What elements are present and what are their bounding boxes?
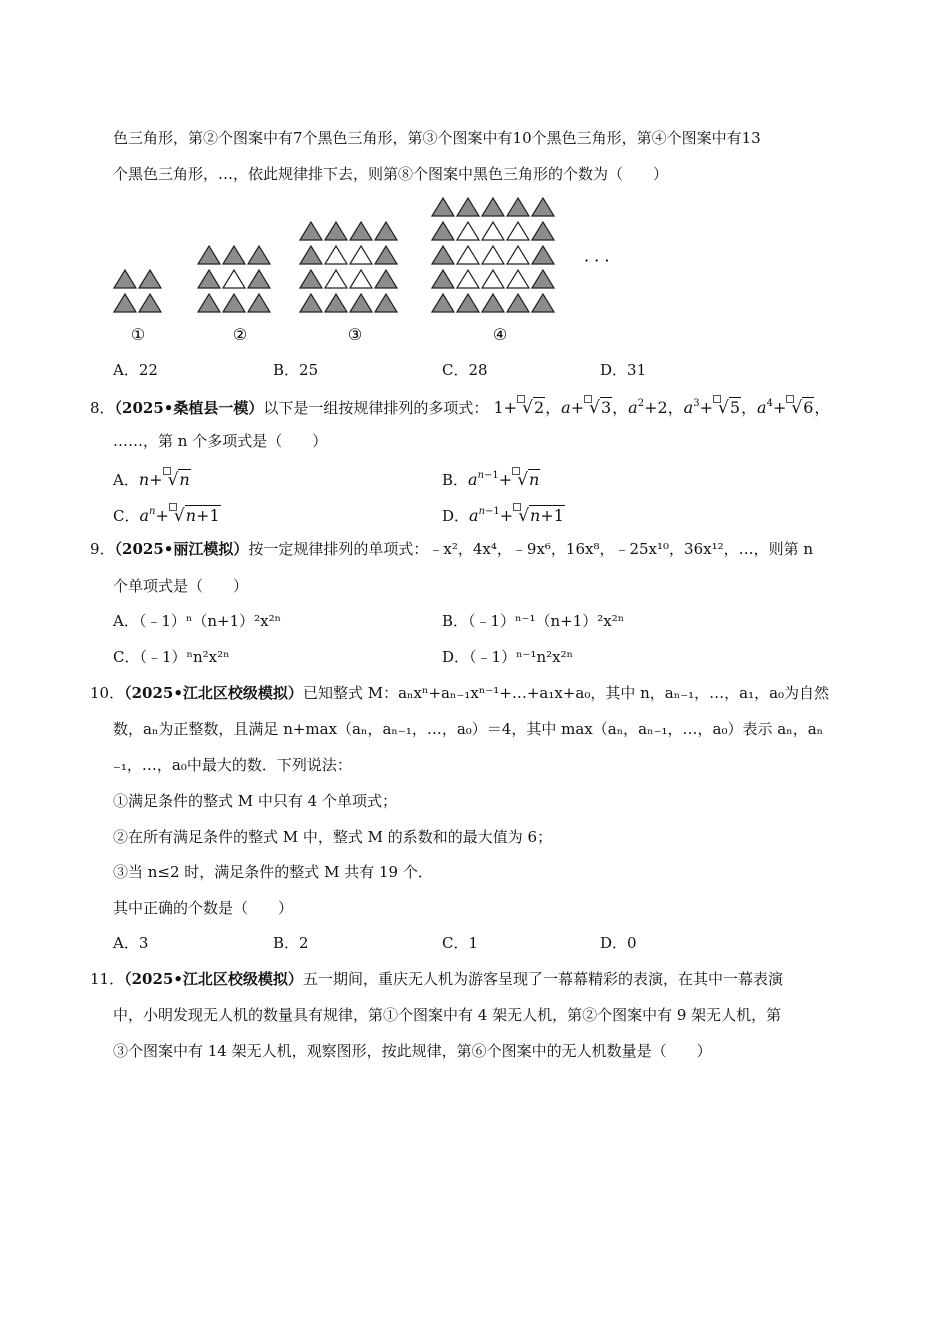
black-triangle	[198, 246, 220, 264]
white-triangle	[457, 222, 479, 240]
black-triangle	[532, 222, 554, 240]
white-triangle	[507, 246, 529, 264]
black-triangle	[223, 246, 245, 264]
black-triangle	[532, 198, 554, 216]
continuation-dots: · · ·	[584, 251, 610, 270]
black-triangle	[198, 294, 220, 312]
black-triangle	[350, 222, 372, 240]
black-triangle	[432, 270, 454, 288]
pattern-2	[198, 246, 270, 312]
black-triangle	[432, 294, 454, 312]
q10-option-c: C．1	[442, 934, 479, 952]
triangle-pattern-figure	[100, 190, 620, 350]
black-triangle	[375, 222, 397, 240]
white-triangle	[325, 270, 347, 288]
white-triangle	[482, 270, 504, 288]
black-triangle	[248, 270, 270, 288]
black-triangle	[198, 270, 220, 288]
q8-option-d: D．$a^{n-1}+ √n+1$	[442, 503, 565, 526]
black-triangle	[375, 294, 397, 312]
white-triangle	[457, 246, 479, 264]
q9-option-a: A．（﹣1）ⁿ（n+1）²x²ⁿ	[113, 612, 282, 630]
q10-line1: 10．（2025•江北区校级模拟）已知整式 M：aₙxⁿ+aₙ₋₁xⁿ⁻¹+…+a₁x+a₀，其中 n，aₙ₋₁，…，a₁，a₀为自然	[90, 684, 830, 702]
figure-label-1: ①	[130, 325, 146, 344]
q10-statement-1: ①满足条件的整式 M 中只有 4 个单项式；	[113, 792, 397, 810]
q10-option-b: B．2	[273, 934, 309, 952]
black-triangle	[248, 294, 270, 312]
black-triangle	[300, 294, 322, 312]
q7-option-a: A．22	[113, 361, 158, 379]
black-triangle	[375, 270, 397, 288]
q7-option-c: C．28	[442, 361, 488, 379]
black-triangle	[300, 246, 322, 264]
q9-option-c: C．（﹣1）ⁿn²x²ⁿ	[113, 648, 230, 666]
black-triangle	[300, 270, 322, 288]
black-triangle	[375, 246, 397, 264]
figure-label-3: ③	[347, 325, 363, 344]
white-triangle	[223, 270, 245, 288]
black-triangle	[432, 198, 454, 216]
white-triangle	[507, 222, 529, 240]
black-triangle	[114, 270, 136, 288]
black-triangle	[482, 294, 504, 312]
q10-statement-3: ③当 n≤2 时，满足条件的整式 M 共有 19 个．	[113, 863, 433, 881]
q10-ask: 其中正确的个数是（ ）	[113, 899, 294, 917]
black-triangle	[139, 270, 161, 288]
black-triangle	[248, 246, 270, 264]
q9-line1: 9．（2025•丽江模拟）按一定规律排列的单项式：﹣x²，4x⁴，﹣9x⁶，16x⁸，﹣25x¹⁰，36x¹²，…，则第 n	[90, 540, 814, 558]
q7-option-d: D．31	[600, 361, 647, 379]
black-triangle	[325, 294, 347, 312]
q11-line1: 11．（2025•江北区校级模拟）五一期间，重庆无人机为游客呈现了一幕幕精彩的表演，在其中一幕表演	[90, 970, 783, 988]
q7-line2: 个黑色三角形，…，依此规律排下去，则第⑧个图案中黑色三角形的个数为（ ）	[113, 165, 669, 183]
pattern-4	[432, 198, 554, 312]
q8-line1	[90, 395, 830, 418]
pattern-1	[114, 270, 161, 312]
black-triangle	[532, 270, 554, 288]
q10-option-d: D．0	[600, 934, 637, 952]
white-triangle	[482, 246, 504, 264]
q8-line2: ……，第 n 个多项式是（ ）	[113, 432, 328, 450]
white-triangle	[457, 270, 479, 288]
white-triangle	[350, 246, 372, 264]
black-triangle	[457, 294, 479, 312]
q8-number: 8．	[90, 399, 115, 417]
black-triangle	[114, 294, 136, 312]
q10-option-a: A．3	[113, 934, 149, 952]
q9-option-b: B．（﹣1）ⁿ⁻¹（n+1）²x²ⁿ	[442, 612, 625, 630]
black-triangle	[350, 294, 372, 312]
black-triangle	[223, 294, 245, 312]
q7-line1: 色三角形，第②个图案中有7个黑色三角形，第③个图案中有10个黑色三角形，第④个图案中有13	[113, 129, 761, 147]
q8-term-1: 1+ √2，a+ √3，$a^2+2$，$a^3+ √5$，$a^4+ √6$，	[488, 398, 830, 417]
figure-label-2: ②	[232, 325, 248, 344]
q9-line2: 个单项式是（ ）	[113, 577, 249, 595]
black-triangle	[457, 198, 479, 216]
black-triangle	[432, 222, 454, 240]
q8-option-b: B．$a^{n-1}+ √n$	[442, 467, 540, 490]
q10-line2: 数，aₙ为正整数，且满足 n+max（aₙ，aₙ₋₁，…，a₀）＝4，其中 max（aₙ，aₙ₋₁，…，a₀）表示 aₙ，aₙ	[113, 720, 824, 738]
q8-source: （2025•桑植县一模）	[114, 399, 264, 417]
black-triangle	[139, 294, 161, 312]
black-triangle	[325, 222, 347, 240]
black-triangle	[507, 198, 529, 216]
pattern-3	[300, 222, 397, 312]
q10-line3: ₋₁，…，a₀中最大的数．下列说法：	[113, 756, 352, 774]
figure-label-4: ④	[492, 325, 508, 344]
q11-line3: ③个图案中有 14 架无人机，观察图形，按此规律，第⑥个图案中的无人机数量是（ ）	[113, 1042, 712, 1060]
q8-text1: 以下是一组按规律排列的多项式：	[263, 399, 489, 417]
black-triangle	[432, 246, 454, 264]
black-triangle	[300, 222, 322, 240]
white-triangle	[325, 246, 347, 264]
q7-option-b: B．25	[273, 361, 319, 379]
white-triangle	[507, 270, 529, 288]
q8-option-a: A．n+ √n	[113, 467, 191, 490]
black-triangle	[482, 198, 504, 216]
q10-statement-2: ②在所有满足条件的整式 M 中，整式 M 的系数和的最大值为 6；	[113, 828, 553, 846]
q8-option-c: C．$a^n+ √n+1$	[113, 503, 221, 526]
black-triangle	[507, 294, 529, 312]
black-triangle	[532, 294, 554, 312]
white-triangle	[350, 270, 372, 288]
black-triangle	[532, 246, 554, 264]
q9-option-d: D．（﹣1）ⁿ⁻¹n²x²ⁿ	[442, 648, 574, 666]
q11-line2: 中，小明发现无人机的数量具有规律，第①个图案中有 4 架无人机，第②个图案中有 9 架无人机，第	[113, 1006, 782, 1024]
white-triangle	[482, 222, 504, 240]
